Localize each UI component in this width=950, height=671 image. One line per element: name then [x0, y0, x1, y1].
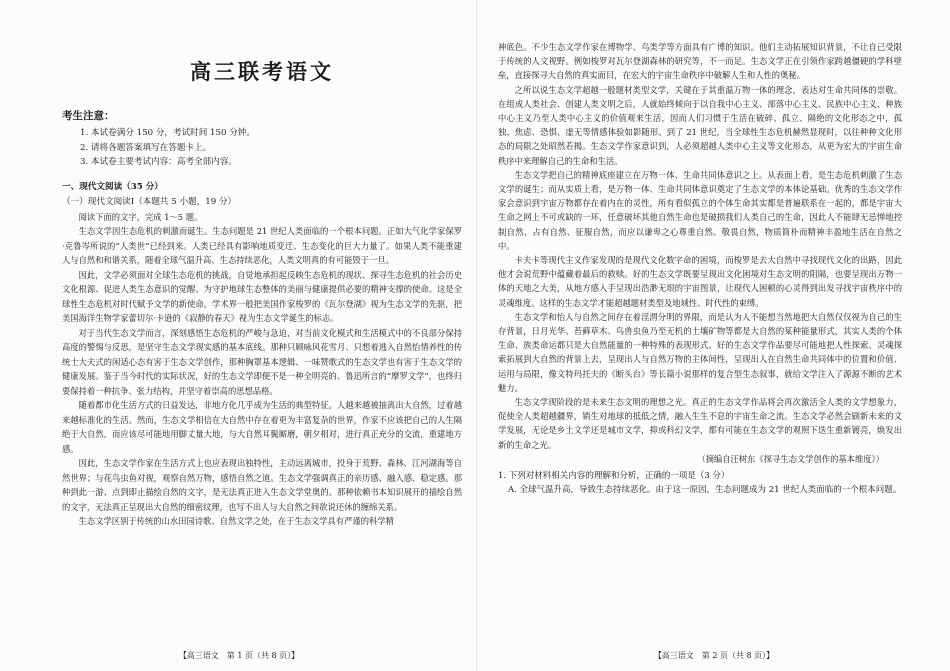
body-paragraph: 因此，生态文学作家在生活方式上也应表现出独特性，主动远离城市，投身于荒野、森林、江河湖海等自然世界；与花鸟虫鱼对视，观察自然万物，感悟自然之道。生态文学强调真正的亲历感、融入感、稳定感。那种到此一游、点到即止描绘自然的文字，是无法真正进入生态文学堂奥的。那种依赖书本知识展开的描绘自然的文字，无法真正呈现出大自然的细密纹理，也写不出人与大自然之间欲说还休的缠绵关系。 — [62, 458, 462, 512]
body-paragraph: 神底色。不少生态文学作家在博物学、鸟类学等方面具有广博的知识。他们主动拓展知识背景，不让自己受限于传统的人文视野。例如梭罗对瓦尔登湖森林的研究等，不一而足。生态文学正在引领作家跨越僵硬的学科壁垒，直接探寻大自然的真实面目，在宏大的宇宙生命秩序中破解人生和人性的奥秘。 — [498, 42, 902, 81]
body-paragraph: 随着都市化生活方式的日益发达，非地方化几乎成为生活的典型特征。人越来越被抽离出大自然，过着越来越标准化的生活。然而，生态文学相信在大自然中存在着更为丰富复杂的世界，作家不应该把自己的人生隔绝于大自然，而应该尽可能地用脚丈量大地，与大自然耳鬓厮磨，朝夕相对，进行真正充分的交流，重建地方感。 — [62, 400, 462, 454]
body-paragraph: 生态文学因生态危机的刺激而诞生。生态问题是 21 世纪人类面临的一个根本问题。正如大气化学家保罗·克鲁岑所说的“人类世”已经到来。人类已经具有影响地质变迁、生态变化的巨大力量了。如果人类不能重建人与自然和和谐关系，随着全球气温升高、生态持续恶化，人类文明真的有可能毁于一旦。 — [62, 226, 462, 265]
body-paragraph: 生态文学和怡人与自然之间存在着淫渭分明的界限，而是认为人不能想当然地把大自然仅仅视为自己的生存背景，日月光华、苔藓草木、鸟兽虫鱼乃至无机的土壤矿物等都是大自然的某种能量形式，其实人类的个体生命、族类命运都只是大自然能量的一种特殊的表现形式。好的生态文学作品要尽可能地把人性探索、灵魂探索拓展到大自然的背景上去，呈现出人与自然万物的主体间性，呈现出人在自然生命共同体中的位置和价值、运用与局限，像文特玛托夫的《断头台》等长篇小说那样的复合型生态叙事，就给文学注入了源源不断的艺术魅力。 — [498, 311, 902, 393]
body-paragraph: 之所以说生态文学超越一般题材类型文学，关键在于其重温万物一体的理念，表达对生命共同体的崇敬。在组成人类社会、创建人类文明之后，人就始终倾向于以自我中心主义、部落中心主义、民族中心主义、种族中心主义乃至人类中心主义的价值观来生活，因而人们习惯于生活在破碎、孤立、隔绝的文化形态之中，孤独、焦虑、恐惧、虚无等情感体验如影随形。到了 21 世纪，当全球性生态危机赫然显现时，以往种种文化形态的局限之处昭然若揭。生态文学作家意识到，人必须超越人类中心主义等文化形态，从更为宏大的宇宙生命秩序中来理解自己的生命和生活。 — [498, 84, 902, 166]
instruction-text: 阅读下面的文字，完成 1～5 题。 — [78, 211, 203, 222]
body-paragraph: 生态文学把自己的精神底座建立在万物一体、生命共同体意识之上。从表面上看，是生态危机刺激了生态文学的诞生；而从实质上看，是万物一体、生命共同体意识奠定了生态文学的本体论基础。优秀的生态文学作家会意识到宇宙万物都存在着内在的灵性，所有看似孤立的个体生命其实都是普遍联系在一起的，都是宇宙大生命之网上不可或缺的一环，任意破坏其他自然生命也是破损我们人类自己的生命，因此人不能肆无忌惮地控制自然、占有自然、征服自然，而应以谦卑之心尊重自然、敬畏自然，物质简朴而精神丰盈地生活在自然之中。 — [498, 169, 902, 251]
section-heading: 一、现代文阅读（35 分） — [62, 181, 163, 192]
body-paragraph: 因此，文学必须面对全球生态危机的挑战，自觉地承担起反映生态危机的现状、探寻生态危机的社会历史文化根源、促进人类生态意识的觉醒、为守护地球生态整体的美丽与健康提供必要的精神支撑的使命。这是全球性生态危机对时代赋予文学的新使命。学术界一般把美国作家梭罗的《瓦尔登湖》视为生态文学的先驱，把美国海洋生物学家蕾切尔·卡逊的《寂静的春天》视为生态文学诞生的标志。 — [62, 269, 462, 323]
page-footer-left: 【高三语文 第 1 页（共 8 页）】 — [178, 651, 300, 660]
page-right — [478, 0, 950, 671]
body-paragraph: 生态文学现阶段的是未来生态文明的理想之光。真正的生态文学作品将会再次激活全人类的文学想象力，促使全人类超越疆界，销生对地球的抵低之情，融入生生不息的宇宙生命之流。生态文学必然会刷新未来的文学发展，无论是乡土文学还是城市文学，抑或科幻文学，都有可能在生态文学的观照下迭生重新镀亮，焕发出新的生命之光。 — [498, 397, 902, 450]
body-paragraph: 卡夫卡等现代主义作家发现的是现代文化数字命的困境，而梭罗是去大自然中寻找现代文化的出路，因此他才会说荒野中蕴藏着最后的救赎。好的生态文学既要呈现出文化困境对生态文明的阻隔，也要呈现出万物一体的天地之大美，从地方感入手呈现出浩渺无垠的宇宙图景，让现代人困顿的心灵得到出发寻找宇宙秩序中的灵魂维度。这样的生态文学才能超越题材类型及地域性、时代性的束缚。 — [498, 255, 902, 308]
question-option: A. 全球气温升高，导致生态持续恶化。由于这一原因，生态问题成为 21 世纪人类面临的一个根本问题。 — [508, 485, 902, 496]
notice-item: 2. 请将各题答案填写在答题卡上。 — [80, 142, 212, 153]
question-stem: 1. 下列对材料相关内容的理解和分析，正确的一项是（3 分） — [498, 470, 730, 481]
notice-heading: 考生注意： — [62, 110, 115, 122]
body-paragraph: 对于当代生态文学而言，深刻感悟生态危机的严峻与急迫，对当前文化模式和生活模式中的不良部分保持高度的警惕与反思，是坚守生态文学现实感的基本底线。那种只顾咏风花雪月、只想着逃入自然怡情养性的传统士大夫式的闲适心态有害于生态文学创作，那种胸罩基本逻辑、一味赞歌式的生态文学也有害于生态文学的健康发展。鉴于当今时代的实际状况，好的生态文学即便不是一种全明亮的、鲁迅所言的“摩罗文学”，也终归要保持着一种抗争、张力结构，并坚守着崇高的思想品格。 — [62, 327, 462, 396]
notice-item: 3. 本试卷主要考试内容：高考全部内容。 — [80, 157, 238, 167]
sub-section-heading: （一）现代文阅读Ⅰ（本题共 5 小题，19 分） — [62, 196, 237, 207]
body-paragraph: 生态文学区别于传统的山水田园诗歌、自然文学之处，在于生态文学具有严谨的科学精 — [78, 516, 394, 526]
page-title: 高三联考语文 — [190, 59, 334, 84]
citation: （摘编自汪树东《探寻生态文学创作的基本维度》） — [697, 453, 884, 464]
page-footer-right: 【高三语文 第 2 页（共 8 页）】 — [653, 651, 775, 660]
notice-item: 1. 本试卷满分 150 分，考试时间 150 分钟。 — [80, 128, 255, 138]
